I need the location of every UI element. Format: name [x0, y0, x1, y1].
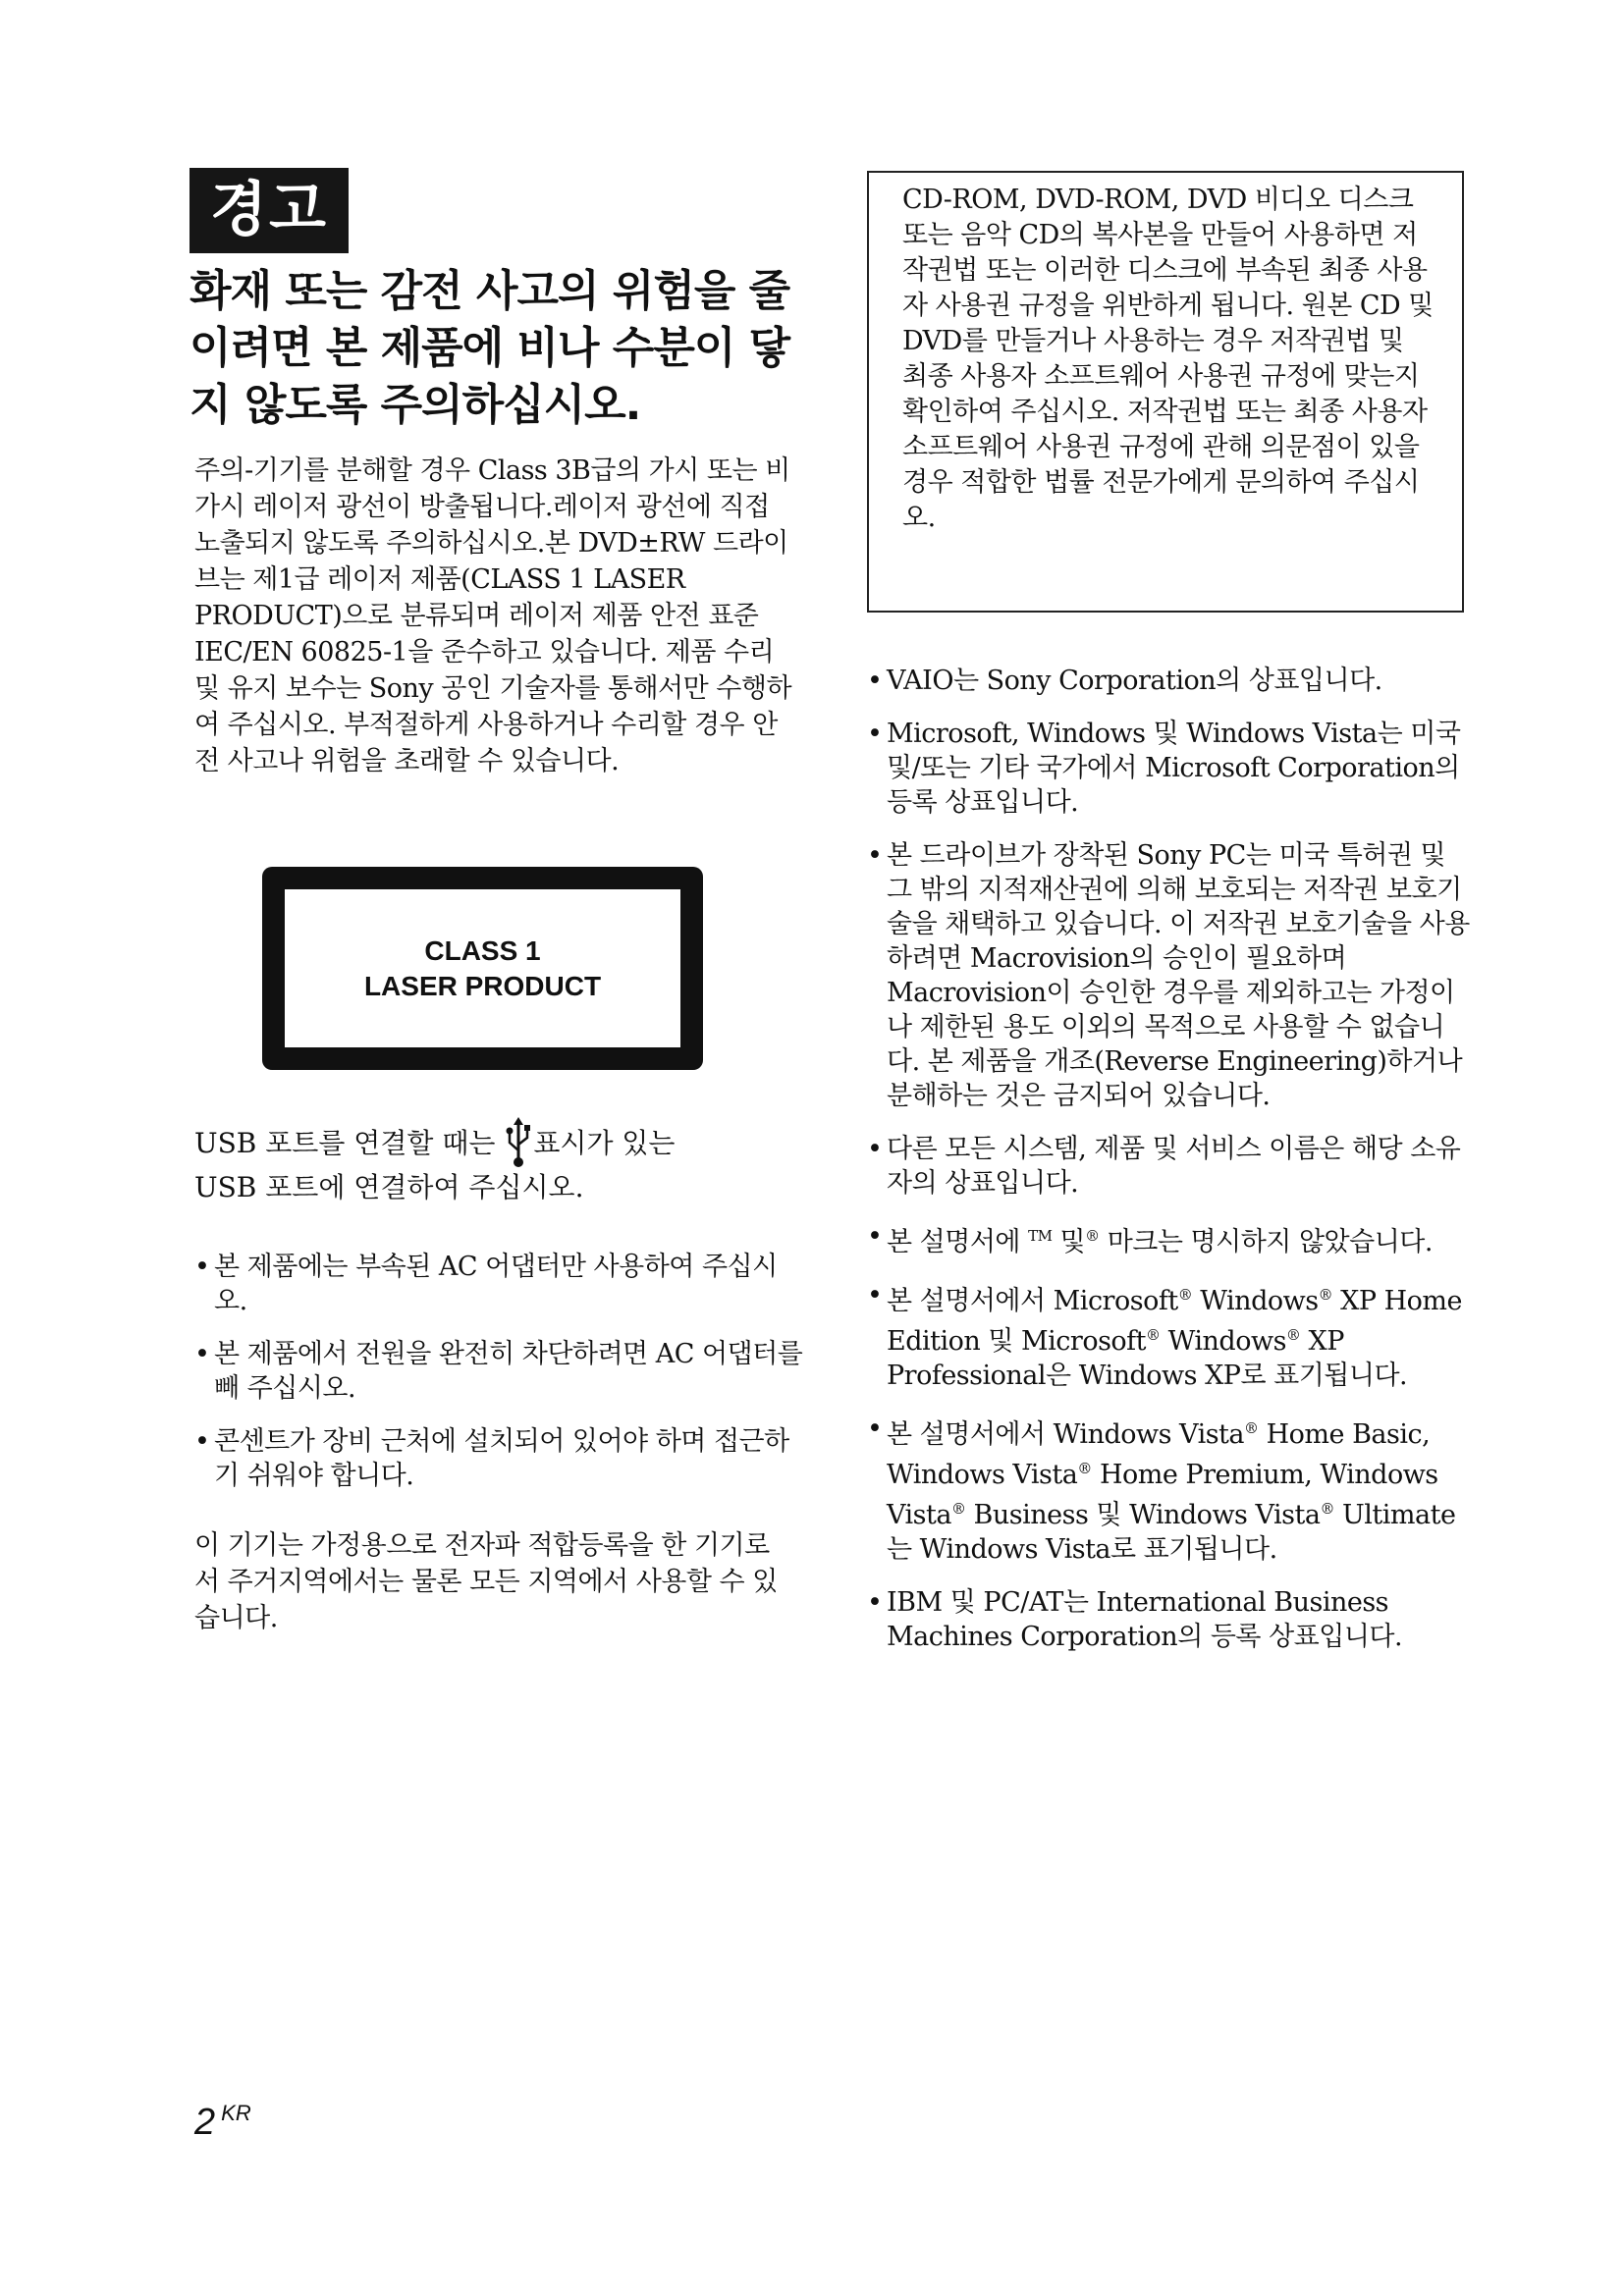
tm-mark: TM [1028, 1227, 1053, 1245]
bullet-dot: • [194, 1426, 210, 1457]
page-number [194, 2101, 251, 2144]
usb-icon [505, 1117, 532, 1168]
list-item: • 다른 모든 시스템, 제품 및 서비스 이름은 해당 소유자의 상표입니다. [867, 1134, 1461, 1199]
bullet-dot: • [194, 1252, 210, 1282]
usb-note-line2: USB 포트에 연결하여 주십시오. [194, 1171, 584, 1203]
laser-label-line1: CLASS 1 [424, 934, 541, 966]
bullet-dot: • [867, 1280, 883, 1310]
warning-heading-tab: 경고 [189, 168, 349, 253]
usb-note-text-after: 표시가 있는 [533, 1127, 676, 1159]
safety-bullet-list [194, 1250, 803, 1512]
usb-port-note [194, 1117, 803, 1207]
warning-headline: 화재 또는 감전 사고의 위험을 줄이려면 본 제품에 비나 수분이 닿지 않도록 주의하십시오. [189, 266, 790, 430]
laser-label-inner [285, 889, 680, 1047]
list-item: • 본 제품에서 전원을 완전히 차단하려면 AC 어댑터를 빼 주십시오. [194, 1339, 803, 1404]
list-item: • 본 설명서에서 Microsoft® Windows® XP Home Edition 및 Microsoft® Windows® XP Professional은 Windows XP로 표기됩니다. [867, 1280, 1463, 1391]
bullet-dot: • [867, 666, 883, 696]
bullet-dot: • [867, 1587, 883, 1618]
bullet-dot: • [867, 719, 883, 749]
bullet-dot: • [867, 1134, 883, 1164]
usb-note-text-before: USB 포트를 연결할 때는 [194, 1127, 505, 1159]
laser-label-line2: LASER PRODUCT [363, 970, 602, 1001]
list-item: • 콘센트가 장비 근처에 설치되어 있어야 하며 접근하기 쉬워야 합니다. [194, 1426, 789, 1491]
page-number-value: 2 [194, 2102, 216, 2143]
page-language-code: KR [221, 2101, 251, 2125]
list-item: • 본 설명서에서 Windows Vista® Home Basic, Windows Vista® Home Premium, Windows Vista® Business 및 Windows Vista® Ultimate는 Windows Vista로 표기됩니다. [867, 1414, 1456, 1565]
registered-mark: ® [1085, 1227, 1100, 1245]
list-item: • 본 제품에는 부속된 AC 어댑터만 사용하여 주십시오. [194, 1252, 778, 1316]
list-item: • Microsoft, Windows 및 Windows Vista는 미국 및/또는 기타 국가에서 Microsoft Corporation의 등록 상표입니다. [867, 719, 1461, 818]
list-item: • IBM 및 PC/AT는 International Business Machines Corporation의 등록 상표입니다. [867, 1587, 1403, 1652]
list-item: • 본 드라이브가 장착된 Sony PC는 미국 특허권 및 그 밖의 지적재산권에 의해 보호되는 저작권 보호기술을 채택하고 있습니다. 이 저작권 보호기술을 사용하려면 Macrovision의 승인이 필요하며 Macrovision이 승인한 경우를 제외하고는 가정이나 제한된 용도 이외의 목적으로 사용할 수 없습니다. 본 제품을 개조(Reverse Engineering)하거나 분해하는 것은 금지되어 있습니다. [867, 840, 1470, 1111]
emc-registration-paragraph: 이 기기는 가정용으로 전자파 적합등록을 한 기기로서 주거지역에서는 물론 모든 지역에서 사용할 수 있습니다. [194, 1530, 778, 1633]
list-item: • VAIO는 Sony Corporation의 상표입니다. [867, 666, 1382, 696]
laser-caution-paragraph: 주의-기기를 분해할 경우 Class 3B급의 가시 또는 비가시 레이저 광선이 방출됩니다.레이저 광선에 직접 노출되지 않도록 주의하십시오.본 DVD±RW 드라이브는 제1급 레이저 제품(CLASS 1 LASER PRODUCT)으로 분류되며 레이저 제품 안전 표준 IEC/EN 60825-1을 준수하고 있습니다. 제품 수리 및 유지 보수는 Sony 공인 기술자를 통해서만 수행하여 주십시오. 부적절하게 사용하거나 수리할 경우 안전 사고나 위험을 초래할 수 있습니다. [194, 455, 792, 776]
bullet-dot: • [867, 1414, 883, 1444]
copyright-notice-box: CD-ROM, DVD-ROM, DVD 비디오 디스크 또는 음악 CD의 복사본을 만들어 사용하면 저작권법 또는 이러한 디스크에 부속된 최종 사용자 사용권 규정을 위반하게 됩니다. 원본 CD 및 DVD를 만들거나 사용하는 경우 저작권법 및 최종 사용자 소프트웨어 사용권 규정에 맞는지 확인하여 주십시오. 저작권법 또는 최종 사용자 소프트웨어 사용권 규정에 관해 의문점이 있을 경우 적합한 법률 전문가에게 문의하여 주십시오. [867, 171, 1464, 613]
bullet-dot: • [867, 840, 883, 871]
bullet-dot: • [867, 1221, 883, 1252]
trademark-bullet-list [867, 664, 1476, 1673]
bullet-dot: • [194, 1339, 210, 1369]
class1-laser-label [262, 867, 703, 1070]
list-item: • 본 설명서에 ™ 및® 마크는 명시하지 않았습니다. [867, 1221, 1433, 1257]
